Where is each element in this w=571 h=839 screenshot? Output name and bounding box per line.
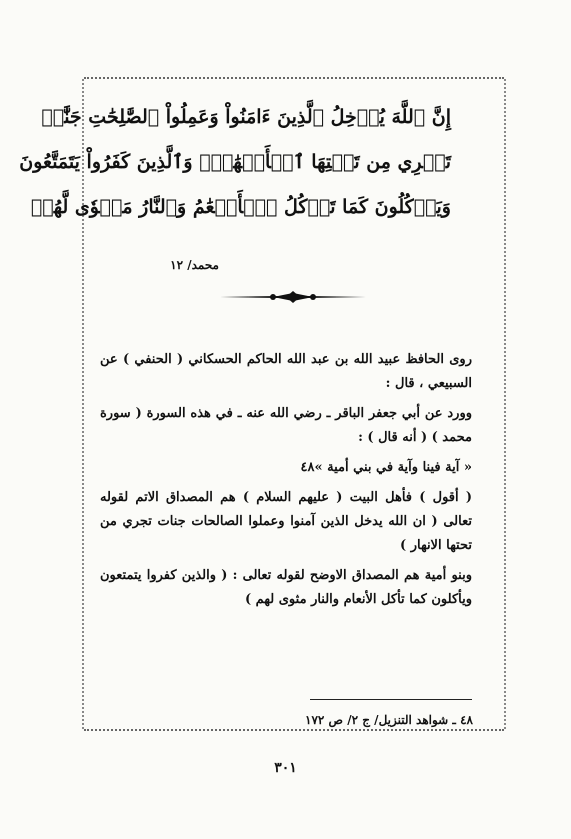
footnote: ٤٨ ـ شواهد التنزيل/ ج ٢/ ص ١٧٢ — [305, 713, 473, 727]
quran-verse-line: تَجۡرِي مِن تَحۡتِهَا ٱلۡأَنۡهَٰرُۖ وَٱلَّذِينَ كَفَرُواْ يَتَمَتَّعُونَ — [19, 151, 451, 173]
page-number: ٣٠١ — [274, 760, 297, 776]
body-paragraph: وورد عن أبي جعفر الباقر ـ رضي الله عنه ـ في هذه السورة ( سورة محمد ) ( أنه قال ) : — [100, 406, 472, 445]
quran-verse-line: إِنَّ ٱللَّهَ يُدۡخِلُ ٱلَّذِينَ ءَامَنُواْ وَعَمِلُواْ ٱلصَّٰلِحَٰتِ جَنَّٰتٖ — [41, 106, 451, 128]
body-paragraph: روى الحافظ عبيد الله بن عبد الله الحاكم الحسكاني ( الحنفي ) عن السبيعي ، قال : — [100, 352, 472, 391]
quran-verse-block — [19, 95, 451, 230]
body-paragraph: « آية فينا وآية في بني أمية »٤٨ — [300, 460, 472, 475]
body-text — [100, 348, 472, 618]
quran-verse-line: وَيَأۡكُلُونَ كَمَا تَأۡكُلُ ٱلۡأَنۡعَٰمُ وَٱلنَّارُ مَثۡوٗى لَّهُمۡ — [30, 196, 451, 218]
footnote-divider — [310, 699, 472, 700]
verse-reference: محمد/ ١٢ — [170, 258, 219, 272]
ornament-divider-icon — [218, 290, 368, 304]
body-paragraph: ( أقول ) فأهل البيت ( عليهم السلام ) هم المصداق الاتم لقوله تعالى ( ان الله يدخل الذين آمنوا وعملوا الصالحات جنات تجري من تحتها الانهار ) — [100, 490, 472, 553]
body-paragraph: وبنو أمية هم المصداق الاوضح لقوله تعالى : ( والذين كفروا يتمتعون ويأكلون كما تأكل الأنعام والنار مثوى لهم ) — [100, 568, 472, 607]
